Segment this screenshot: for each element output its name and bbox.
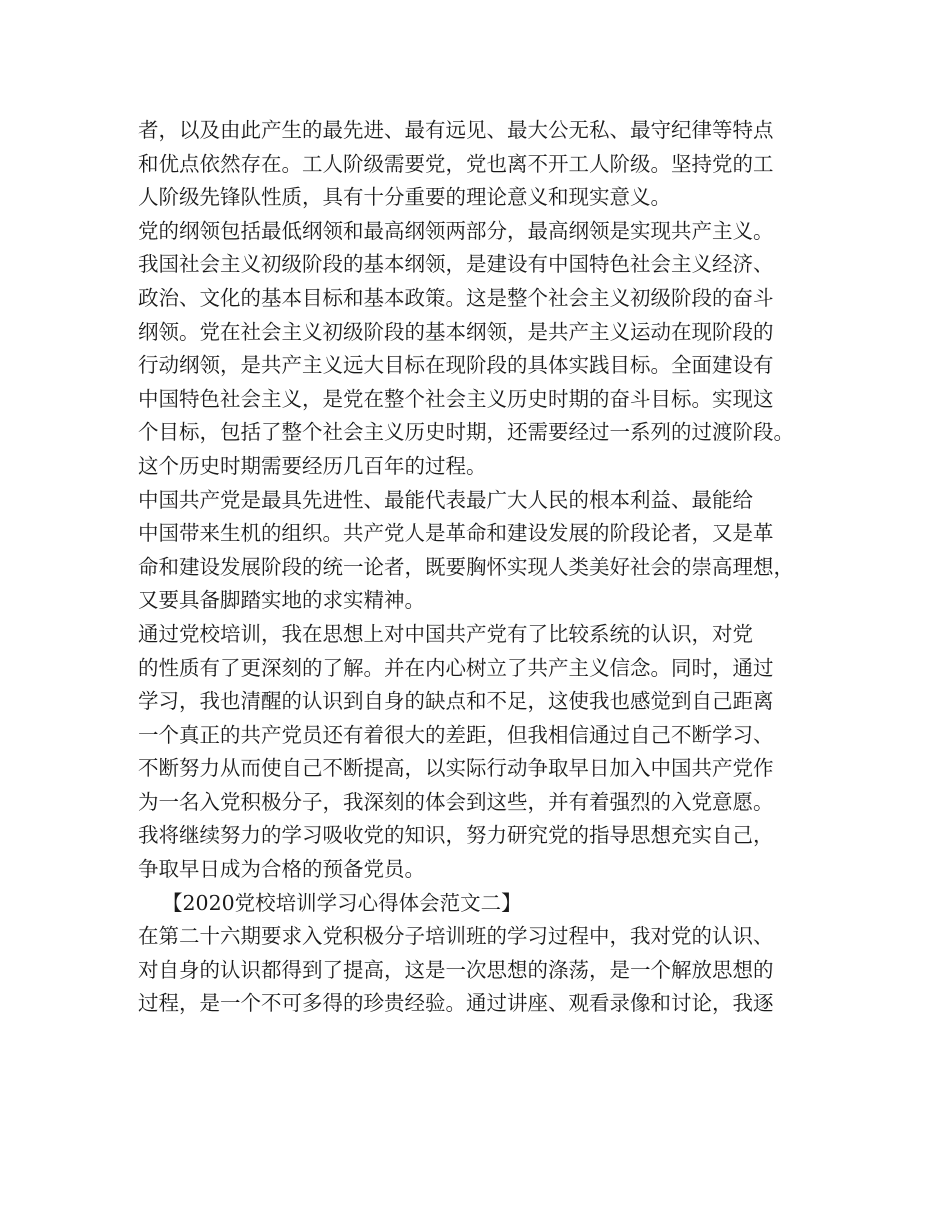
text-line-7: 纲领。党在社会主义初级阶段的基本纲领，是共产主义运动在现阶段的: [138, 319, 774, 344]
text-line-12: 中国共产党是最具先进性、最能代表最广大人民的根本利益、最能给: [138, 487, 753, 512]
text-line-13: 中国带来生机的组织。共产党人是革命和建设发展的阶段论者，又是革: [138, 521, 774, 546]
text-line-22: 我将继续努力的学习吸收党的知识，努力研究党的指导思想充实自己，: [138, 823, 774, 848]
text-line-23: 争取早日成为合格的预备党员。: [138, 857, 425, 882]
text-line-14: 命和建设发展阶段的统一论者，既要胸怀实现人类美好社会的崇高理想，: [138, 554, 794, 579]
text-line-24: 在第二十六期要求入党积极分子培训班的学习过程中，我对党的认识、: [138, 924, 774, 949]
text-line-5: 我国社会主义初级阶段的基本纲领，是建设有中国特色社会主义经济、: [138, 252, 774, 277]
text-line-4: 党的纲领包括最低纲领和最高纲领两部分，最高纲领是实现共产主义。: [138, 218, 774, 243]
text-line-1: 者，以及由此产生的最先进、最有远见、最大公无私、最守纪律等特点: [138, 118, 774, 142]
section-heading: 【2020党校培训学习心得体会范文二】: [162, 890, 522, 915]
text-line-21: 为一名入党积极分子，我深刻的体会到这些，并有着强烈的入党意愿。: [138, 789, 774, 814]
text-line-19: 一个真正的共产党员还有着很大的差距，但我相信通过自己不断学习、: [138, 722, 774, 747]
text-line-3: 人阶级先锋队性质，具有十分重要的理论意义和现实意义。: [138, 185, 671, 210]
text-line-6: 政治、文化的基本目标和基本政策。这是整个社会主义初级阶段的奋斗: [138, 285, 774, 310]
text-line-17: 的性质有了更深刻的了解。并在内心树立了共产主义信念。同时，通过: [138, 655, 774, 680]
document-body: [138, 114, 838, 1021]
text-line-26: 过程，是一个不可多得的珍贵经验。通过讲座、观看录像和讨论，我逐: [138, 991, 774, 1016]
text-line-18: 学习，我也清醒的认识到自身的缺点和不足，这使我也感觉到自己距离: [138, 689, 774, 714]
text-line-11: 这个历史时期需要经历几百年的过程。: [138, 453, 487, 478]
text-line-15: 又要具备脚踏实地的求实精神。: [138, 588, 425, 613]
text-line-16: 通过党校培训，我在思想上对中国共产党有了比较系统的认识，对党: [138, 621, 753, 646]
text-line-9: 中国特色社会主义，是党在整个社会主义历史时期的奋斗目标。实现这: [138, 386, 774, 411]
text-line-10: 个目标，包括了整个社会主义历史时期，还需要经过一系列的过渡阶段。: [138, 420, 794, 445]
text-line-8: 行动纲领，是共产主义远大目标在现阶段的具体实践目标。全面建设有: [138, 353, 774, 378]
text-line-2: 和优点依然存在。工人阶级需要党，党也离不开工人阶级。坚持党的工: [138, 151, 774, 176]
text-line-25: 对自身的认识都得到了提高，这是一次思想的涤荡，是一个解放思想的: [138, 957, 774, 982]
text-line-20: 不断努力从而使自己不断提高，以实际行动争取早日加入中国共产党作: [138, 756, 774, 781]
